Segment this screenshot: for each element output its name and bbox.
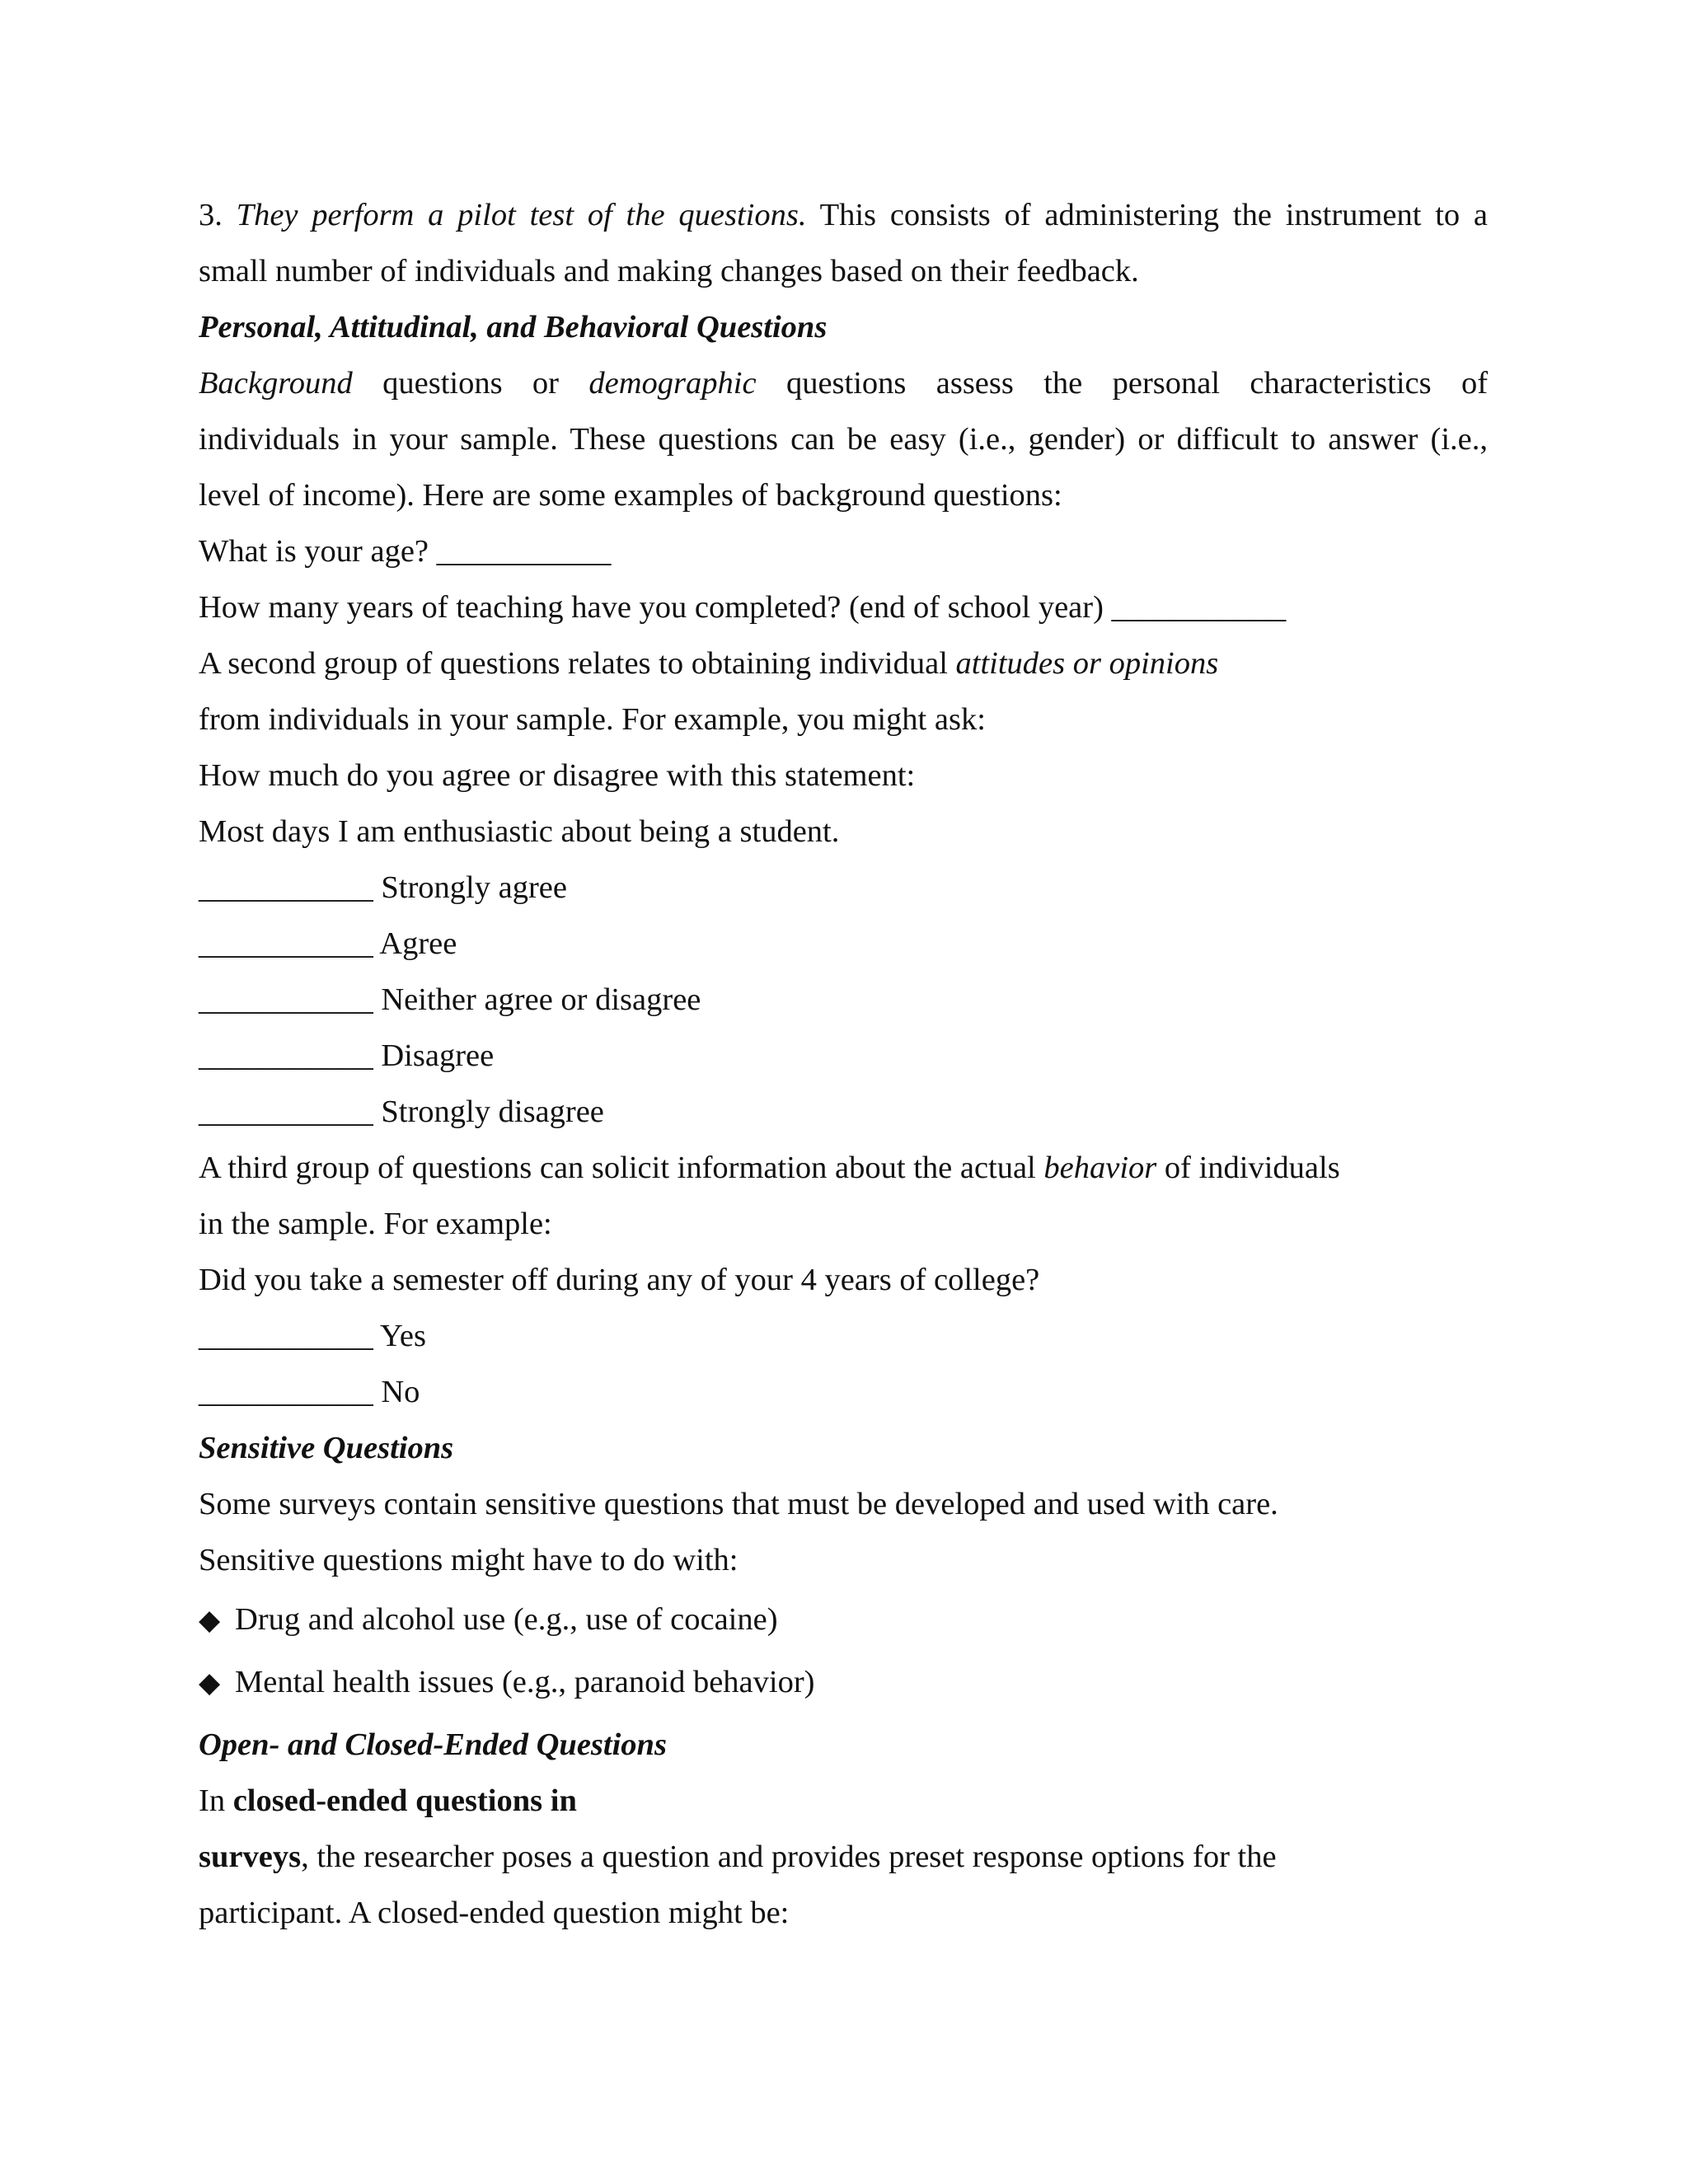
bullet-item	[199, 1663, 814, 1703]
scale-option	[199, 1037, 494, 1075]
sensitive-line-1: Some surveys contain sensitive questions that must be developed and used with care.	[199, 1487, 1278, 1521]
pilot-test-text: This consists of administering the instrument to a	[819, 198, 1489, 232]
behavior-italic: behavior	[1043, 1151, 1157, 1185]
behavior-line-1	[199, 1149, 1340, 1187]
scale-label: Neither agree or disagree	[381, 982, 701, 1017]
pilot-test-line-2: small number of individuals and making changes based on their feedback.	[199, 254, 1139, 288]
bullet-text: Mental health issues (e.g., paranoid behavior)	[235, 1665, 815, 1699]
no-label: No	[381, 1375, 420, 1409]
background-line-3: level of income). Here are some examples of background questions:	[199, 478, 1062, 513]
scale-label: Agree	[379, 926, 457, 961]
heading-open-closed-questions: Open- and Closed-Ended Questions	[199, 1727, 667, 1762]
background-text-a: questions or	[382, 366, 560, 401]
question-age: What is your age? ___________	[199, 534, 612, 569]
closed-bold-term: closed-ended questions in	[232, 1783, 577, 1818]
answer-blank: ___________	[199, 1038, 373, 1073]
diamond-bullet-icon: ◆	[199, 1605, 221, 1636]
pilot-test-italic: They perform a pilot test of the questions.	[236, 198, 807, 232]
item-number: 3.	[199, 198, 223, 232]
attitudes-line-1	[199, 644, 1218, 682]
background-line-2: individuals in your sample. These questions can be easy (i.e., gender) or difficult to answer (i.e.,	[199, 422, 1488, 457]
background-line-1	[199, 364, 1488, 402]
diamond-bullet-icon: ◆	[199, 1668, 221, 1699]
answer-blank: ___________	[199, 982, 373, 1017]
attitudes-text: A second group of questions relates to obtaining individual	[199, 646, 948, 681]
demographic-word: demographic	[588, 366, 757, 401]
scale-option	[199, 869, 567, 907]
bullet-item	[199, 1601, 778, 1640]
attitudes-italic: attitudes or opinions	[955, 646, 1219, 681]
closed-text-in: In	[199, 1783, 226, 1818]
answer-blank: ___________	[199, 1375, 373, 1409]
heading-personal-questions: Personal, Attitudinal, and Behavioral Questions	[199, 310, 828, 344]
scale-option	[199, 925, 457, 963]
behavior-text-a: A third group of questions can solicit information about the actual	[199, 1151, 1036, 1185]
attitudes-line-2: from individuals in your sample. For example, you might ask:	[199, 702, 986, 737]
scale-option	[199, 981, 701, 1019]
attitudes-line-3: How much do you agree or disagree with this statement:	[199, 758, 916, 793]
surveys-bold-term: surveys	[199, 1840, 302, 1874]
attitudes-statement: Most days I am enthusiastic about being a student.	[199, 814, 840, 849]
scale-option	[199, 1093, 604, 1131]
yes-label: Yes	[379, 1319, 426, 1353]
no-option	[199, 1373, 420, 1411]
scale-label: Strongly disagree	[381, 1094, 604, 1129]
behavior-text-b: of individuals	[1164, 1151, 1340, 1185]
background-text-b: questions assess the personal characteristics of	[785, 366, 1489, 401]
yes-option	[199, 1317, 426, 1355]
bullet-text: Drug and alcohol use (e.g., use of cocaine)	[235, 1602, 778, 1637]
pilot-test-line-1	[199, 196, 1488, 234]
heading-sensitive-questions: Sensitive Questions	[199, 1431, 454, 1465]
answer-blank: ___________	[199, 926, 373, 961]
behavior-line-2: in the sample. For example:	[199, 1207, 552, 1241]
scale-label: Disagree	[381, 1038, 495, 1073]
closed-line-2	[199, 1838, 1277, 1876]
behavior-question: Did you take a semester off during any of your 4 years of college?	[199, 1263, 1040, 1297]
sensitive-line-2: Sensitive questions might have to do with:	[199, 1543, 738, 1577]
closed-text-rest: , the researcher poses a question and provides preset response options for the	[301, 1840, 1277, 1874]
background-word: Background	[199, 366, 353, 401]
scale-label: Strongly agree	[381, 870, 567, 905]
closed-line-3: participant. A closed-ended question might be:	[199, 1896, 790, 1930]
answer-blank: ___________	[199, 1319, 373, 1353]
answer-blank: ___________	[199, 870, 373, 905]
question-years-teaching: How many years of teaching have you completed? (end of school year) ___________	[199, 590, 1287, 625]
answer-blank: ___________	[199, 1094, 373, 1129]
closed-line-1	[199, 1782, 577, 1820]
